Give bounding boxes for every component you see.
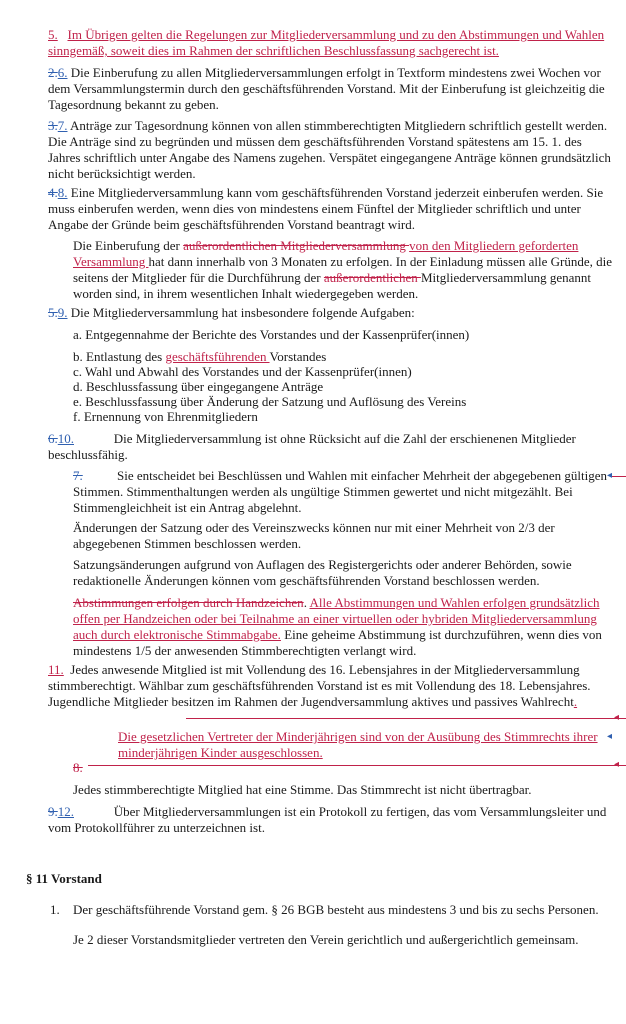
paragraph-text: Eine Mitgliederversammlung kann vom geschäftsführenden Vorstand jederzeit einberufen werden. Sie muss einberufen werden, wenn dies von mindestens einem Fünftel der Mitglieder schriftlich und unter Angabe der Gründe beim geschäftsführenden Vorstand beantragt wird. [48,185,604,232]
new-number: 6. [57,65,68,80]
task-c: c. Wahl und Abwahl des Vorstandes und der Kassenprüfer(innen) [73,364,412,379]
old-number: 9. [48,804,58,819]
change-arrow-icon: ◂ [607,470,613,481]
paragraph-10 [48,431,613,463]
paragraph-text: Jedes anwesende Mitglied ist mit Vollendung des 16. Lebensjahres in der Mitgliederversammlung stimmberechtigt. Wählbar zum geschäftsführenden Vorstand ist es mit Vollendung des 18. Lebensjahres. Jugendliche Mitglieder besitzen im Rahmen der Jugendversammlung aktives und passives Wahlrecht [48,662,591,709]
old-number: 5. [48,305,58,320]
task-a: a. Entgegennahme der Berichte des Vorstandes und der Kassenprüfer(innen) [73,327,470,342]
inserted-text: Die gesetzlichen Vertreter der Minderjährigen sind von der Ausübung des Stimmrechts ihrer minderjährigen Kinder ausgeschlossen. [118,729,598,760]
paragraph-8-continuation [73,238,613,302]
new-number: 12. [57,804,74,819]
section-item-text: Der geschäftsführende Vorstand gem. § 26 BGB besteht aus mindestens 3 und bis zu sechs Personen. [73,902,599,917]
paragraph-text: Die Einberufung zu allen Mitgliederversammlungen erfolgt in Textform mindestens zwei Wochen vor dem Versammlungstermin durch den geschäftsführenden Vorstand. Mit der Einberufung ist gleichzeitig die Tagesordnung bekannt zu geben. [48,65,605,112]
paragraph-10-decision-rules [73,468,613,516]
deleted-text: Abstimmungen erfolgen durch Handzeichen [73,595,304,610]
deleted-number: 7. [73,468,83,483]
change-arrow-icon: ◂ [614,759,620,770]
new-number: 7. [57,118,68,133]
paragraph-text: Anträge zur Tagesordnung können von allen stimmberechtigten Mitgliedern schriftlich gestellt werden. Die Anträge sind zu begründen und müssen dem geschäftsführenden Vorstand spätestens am 15. 1. des Jahres schriftlich unter Angabe des Namens zugehen. Verspätet eingegangene Anträge können grundsätzlich nicht berücksichtigt werden. [48,118,611,181]
paragraph-text: Sie entscheidet bei Beschlüssen und Wahlen mit einfacher Mehrheit der abgegebenen gültigen Stimmen. Stimmenthaltungen werden als ungültige Stimmen gewertet und nicht mitgezählt. Bei Stimmengleichheit ist ein Antrag abgelehnt. [73,468,608,515]
text-segment: Mitgliederversammlung genannt worden sind, in ihrem wesentlichen Inhalt wiedergegeben werden. [73,270,592,301]
new-number: 9. [57,305,68,320]
text-segment: . [303,595,310,610]
inserted-text: Alle Abstimmungen und Wahlen erfolgen grundsätzlich offen per Handzeichen oder bei Teilnahme an einer virtuellen oder hybriden Mitgliederversammlung auch durch elektronische Stimmabgabe. [73,595,600,642]
paragraph-11 [48,662,613,710]
paragraph-5 [48,27,613,59]
paragraph-11-one-vote: Jedes stimmberechtigte Mitglied hat eine Stimme. Das Stimmrecht ist nicht übertragbar. [73,782,532,797]
new-number: 10. [57,431,74,446]
text-segment: Eine geheime Abstimmung ist durchzuführen, wenn dies von mindestens 1/5 der anwesenden Stimmberechtigten verlangt wird. [73,627,602,658]
section-item-subtext: Je 2 dieser Vorstandsmitglieder vertreten den Verein gerichtlich und außergerichtlich gemeinsam. [73,932,579,947]
old-number: 3. [48,118,58,133]
task-f: f. Ernennung von Ehrenmitgliedern [73,409,258,424]
deleted-text: außerordentlichen [323,270,421,285]
deleted-text: außerordentlichen Mitgliederversammlung [183,238,410,253]
task-b [73,349,613,365]
old-number: 2. [48,65,58,80]
inserted-mark: . [573,694,578,709]
paragraph-12 [48,804,613,836]
change-marker-line [88,765,626,767]
text-segment: Vorstandes [269,349,327,364]
inserted-text: Im Übrigen gelten die Regelungen zur Mitgliederversammlung und zu den Abstimmungen und Wahlen sinngemäß, soweit dies im Rahmen der schriftlichen Beschlussfassung sachgerecht ist. [48,27,605,58]
paragraph-8 [48,185,613,233]
inserted-text: von den Mitgliedern geforderten Versammlung [73,238,579,269]
paragraph-9 [48,305,613,321]
paragraph-text: Über Mitgliederversammlungen ist ein Protokoll zu fertigen, das vom Versammlungsleiter und vom Protokollführer zu unterzeichnen ist. [48,804,607,835]
old-number: 6. [48,431,58,446]
paragraph-text: Die Mitgliederversammlung hat insbesondere folgende Aufgaben: [70,305,415,320]
paragraph-11-inserted-minors [118,729,608,761]
change-marker-line [186,718,626,720]
paragraph-10-voting-method [73,595,613,659]
change-arrow-icon: ◂ [607,731,613,742]
paragraph-10-registry-changes: Satzungsänderungen aufgrund von Auflagen des Registergerichts oder anderer Behörden, sowie redaktionelle Änderungen können vom geschäftsführenden Vorstand beschlossen werden. [73,557,572,588]
task-e: e. Beschlussfassung über Änderung der Satzung und Auflösung des Vereins [73,394,467,409]
paragraph-11-deleted-number [73,760,173,776]
section-heading: § 11 Vorstand [26,871,102,886]
old-number: 4. [48,185,58,200]
section-item-number: 1. [50,902,60,917]
task-d: d. Beschlussfassung über eingegangene Anträge [73,379,324,394]
paragraph-text: Die Mitgliederversammlung ist ohne Rücksicht auf die Zahl der erschienenen Mitglieder beschlussfähig. [48,431,576,462]
change-marker-line [612,476,626,478]
inserted-text: geschäftsführenden [165,349,270,364]
paragraph-number: 5. [48,27,58,42]
text-segment: b. Entlastung des [73,349,166,364]
paragraph-number: 11. [48,662,64,677]
new-number: 8. [57,185,68,200]
text-segment: Die Einberufung der [73,238,184,253]
paragraph-6 [48,65,613,113]
text-segment: hat dann innerhalb von 3 Monaten zu erfolgen. In der Einladung müssen alle Gründe, die seitens der Mitglieder für die Durchführung der [73,254,612,285]
deleted-number: 8. [73,760,83,775]
paragraph-7 [48,118,613,182]
paragraph-10-amendments: Änderungen der Satzung oder des Vereinszwecks können nur mit einer Mehrheit von 2/3 der abgegebenen Stimmen beschlossen werden. [73,520,555,551]
change-arrow-icon: ◂ [614,712,620,723]
